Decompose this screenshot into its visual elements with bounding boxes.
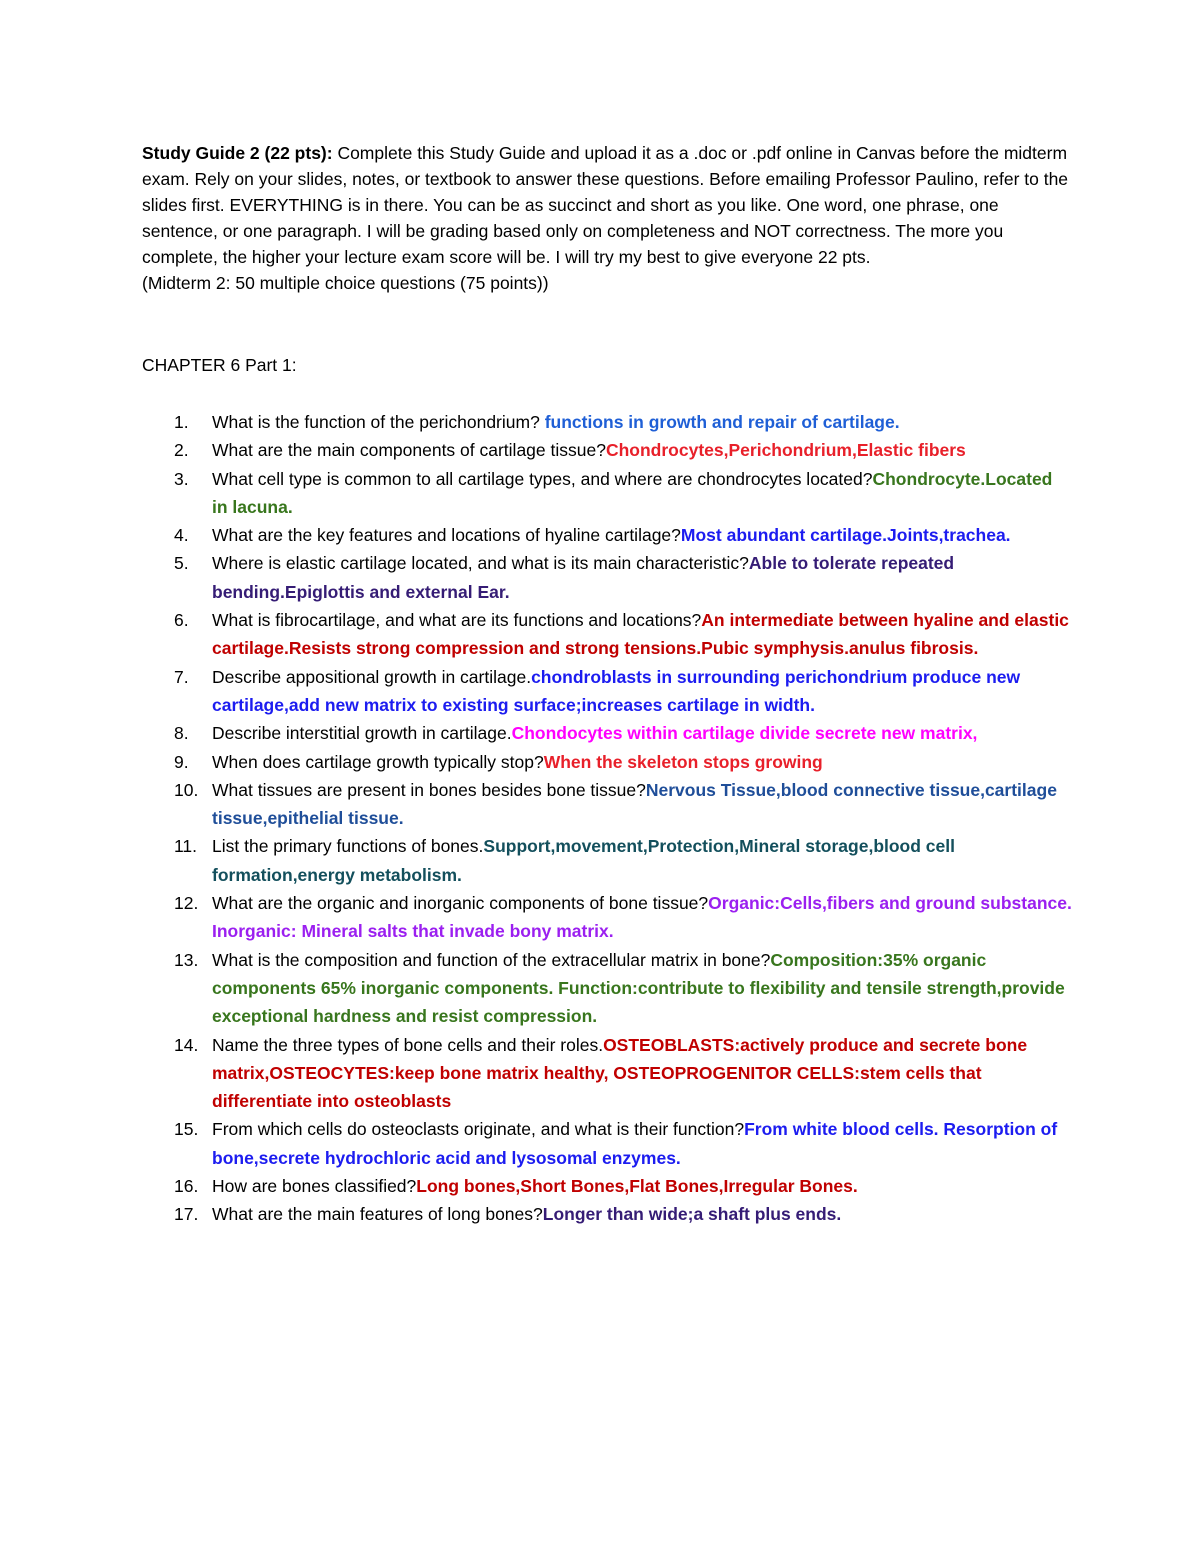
question-item xyxy=(142,1200,1072,1228)
answer-text: Longer than wide;a shaft plus ends. xyxy=(542,1204,842,1225)
question-item xyxy=(142,1115,1072,1172)
answer-text: functions in growth and repair of cartilage. xyxy=(544,412,900,432)
question-number: 17. xyxy=(174,1204,199,1225)
answer-text: Organic:Cells,fibers and ground substance. Inorganic: Mineral salts that invade bony matrix. xyxy=(212,893,1072,942)
question-number: 7. xyxy=(174,666,189,687)
question-item xyxy=(142,408,1072,436)
answer-text: An intermediate between hyaline and elastic cartilage.Resists strong compression and strong tensions.Pubic symphysis.anulus fibrosis. xyxy=(212,610,1069,659)
question-number: 14. xyxy=(174,1034,199,1055)
answer-text: OSTEOBLASTS:actively produce and secrete bone matrix,OSTEOCYTES:keep bone matrix healthy, OSTEOPROGENITOR CELLS:stem cells that differentiate into osteoblasts xyxy=(212,1034,1028,1112)
question-item xyxy=(142,1031,1072,1116)
question-item xyxy=(142,889,1072,946)
question-number: 9. xyxy=(174,751,189,772)
question-item xyxy=(142,719,1072,747)
question-text: What is the composition and function of the extracellular matrix in bone? xyxy=(212,949,771,970)
question-text: What tissues are present in bones besides bone tissue? xyxy=(212,779,646,800)
question-text: Name the three types of bone cells and their roles. xyxy=(212,1034,604,1055)
question-number: 12. xyxy=(174,893,199,914)
intro-body: Complete this Study Guide and upload it as a .doc or .pdf online in Canvas before the midterm exam. Rely on your slides, notes, or textbook to answer these questions. Before emailing Professor Paulino, refer to the slides first. EVERYTHING is in there. You can be as succinct and short as you like. One word, one phrase, one sentence, or one paragraph. I will be grading based only on completeness and NOT correctness. The more you complete, the higher your lecture exam score will be. I will try my best to give everyone 22 pts. xyxy=(142,143,1069,267)
answer-text: Chondrocytes,Perichondrium,Elastic fibers xyxy=(605,440,966,461)
question-text: Where is elastic cartilage located, and what is its main characteristic? xyxy=(212,553,749,574)
study-guide-title: Study Guide 2 (22 pts): xyxy=(142,143,333,163)
question-text: From which cells do osteoclasts originate, and what is their function? xyxy=(212,1119,745,1140)
answer-text: From white blood cells. Resorption of bone,secrete hydrochloric acid and lysosomal enzymes. xyxy=(212,1119,1058,1168)
question-item xyxy=(142,946,1072,1031)
chapter-heading: CHAPTER 6 Part 1: xyxy=(142,355,297,375)
question-text: What are the key features and locations of hyaline cartilage? xyxy=(212,525,681,546)
answer-text: Most abundant cartilage.Joints,trachea. xyxy=(680,525,1011,546)
question-item xyxy=(142,436,1072,464)
question-number: 10. xyxy=(174,779,199,800)
question-text: What is the function of the perichondrium? xyxy=(212,412,545,432)
question-item xyxy=(142,748,1072,776)
question-item xyxy=(142,776,1072,833)
question-text: What is fibrocartilage, and what are its functions and locations? xyxy=(212,610,702,631)
question-text: List the primary functions of bones. xyxy=(212,836,484,857)
question-item xyxy=(142,663,1072,720)
question-number: 8. xyxy=(174,723,189,744)
question-text: How are bones classified? xyxy=(212,1176,417,1197)
question-number: 1. xyxy=(174,412,189,432)
intro-text xyxy=(142,140,1072,270)
midterm-note: (Midterm 2: 50 multiple choice questions (75 points)) xyxy=(142,273,549,293)
question-text: What are the main components of cartilage tissue? xyxy=(212,440,606,461)
question-number: 13. xyxy=(174,949,199,970)
question-number: 4. xyxy=(174,525,189,546)
question-number: 16. xyxy=(174,1176,199,1197)
question-text: What are the organic and inorganic components of bone tissue? xyxy=(212,893,709,914)
question-item xyxy=(142,606,1072,663)
answer-text: Chondocytes within cartilage divide secrete new matrix, xyxy=(511,723,978,744)
question-item xyxy=(142,521,1072,549)
question-item xyxy=(142,1172,1072,1200)
answer-text: When the skeleton stops growing xyxy=(543,751,823,772)
question-text: What are the main features of long bones? xyxy=(212,1204,543,1225)
question-item xyxy=(142,549,1072,606)
answer-text: chondroblasts in surrounding perichondrium produce new cartilage,add new matrix to existing surface;increases cartilage in width. xyxy=(212,666,1021,715)
answer-text: Composition:35% organic components 65% inorganic components. Function:contribute to flexibility and tensile strength,provide exceptional hardness and resist compression. xyxy=(212,949,1065,1027)
question-text: Describe interstitial growth in cartilage. xyxy=(212,723,512,744)
question-item xyxy=(142,832,1072,889)
question-number: 11. xyxy=(174,836,198,857)
question-number: 2. xyxy=(174,440,189,461)
question-item xyxy=(142,465,1072,522)
intro-paragraph xyxy=(142,140,1072,296)
question-text: What cell type is common to all cartilage types, and where are chondrocytes located? xyxy=(212,468,873,489)
question-number: 5. xyxy=(174,553,189,574)
answer-text: Chondrocyte.Located in lacuna. xyxy=(212,468,1053,517)
question-text: When does cartilage growth typically stop? xyxy=(212,751,544,772)
answer-text: Long bones,Short Bones,Flat Bones,Irregular Bones. xyxy=(416,1176,858,1197)
question-text: Describe appositional growth in cartilage. xyxy=(212,666,532,687)
question-number: 15. xyxy=(174,1119,199,1140)
question-number: 3. xyxy=(174,468,189,489)
question-list xyxy=(142,408,1072,1229)
answer-text: Nervous Tissue,blood connective tissue,cartilage tissue,epithelial tissue. xyxy=(212,779,1057,829)
answer-text: Able to tolerate repeated bending.Epiglottis and external Ear. xyxy=(212,553,955,602)
answer-text: Support,movement,Protection,Mineral storage,blood cell formation,energy metabolism. xyxy=(212,836,955,885)
question-number: 6. xyxy=(174,610,189,631)
